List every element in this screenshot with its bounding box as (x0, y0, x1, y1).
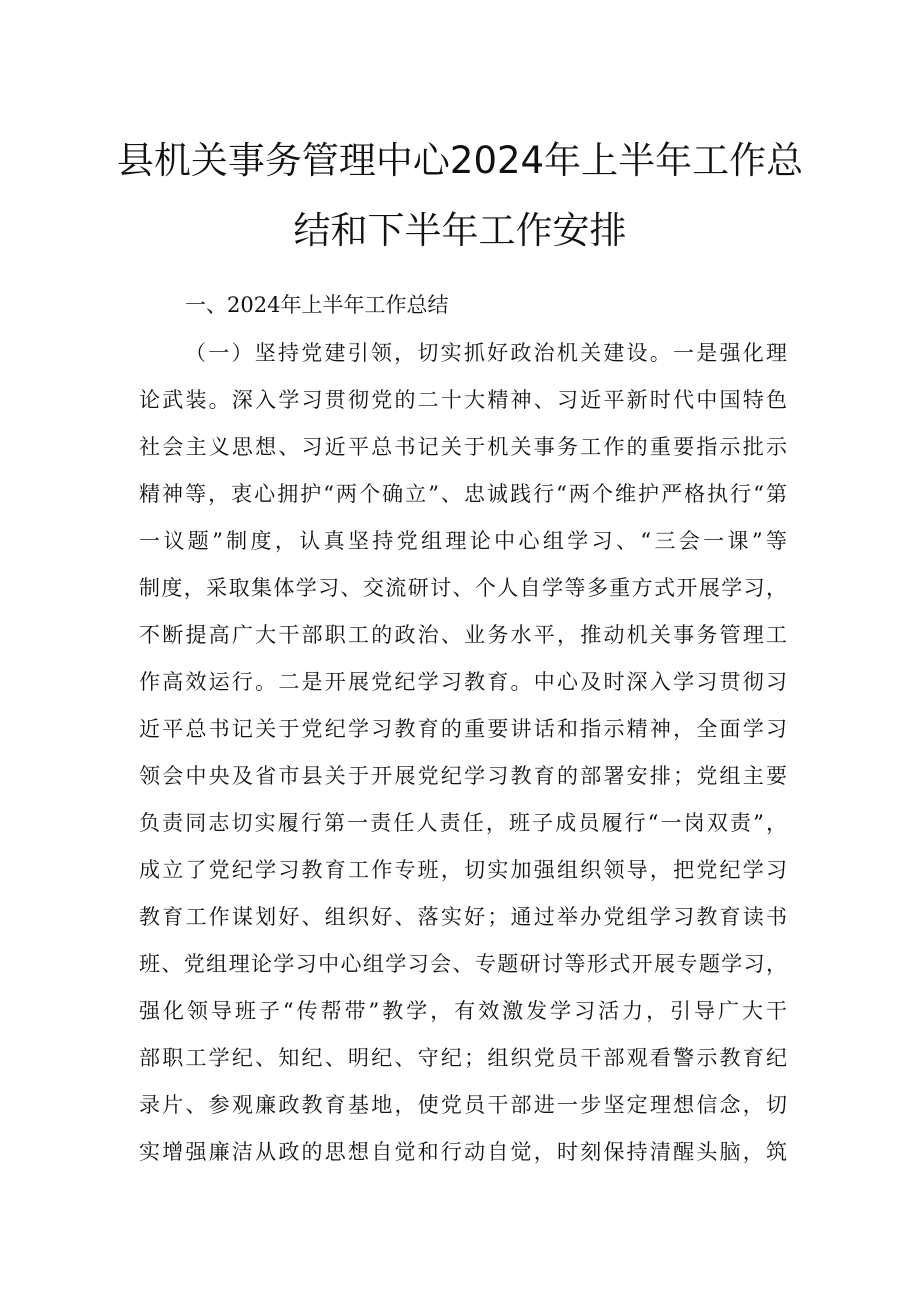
section-heading: 一、2024年上半年工作总结 (185, 293, 449, 317)
paragraph-line: 成立了党纪学习教育工作专班，切实加强组织领导，把党纪学习 (139, 858, 787, 882)
paragraph-line: 教育工作谋划好、组织好、落实好；通过举办党组学习教育读书 (139, 905, 787, 929)
paragraph-line: 班、党组理论学习中心组学习会、专题研讨等形式开展专题学习， (139, 952, 787, 976)
paragraph-line: 精神等，衷心拥护“两个确立”、忠诚践行“两个维护严格执行“第 (139, 482, 787, 506)
paragraph-line: 领会中央及省市县关于开展党纪学习教育的部署安排；党组主要 (139, 764, 787, 788)
paragraph-line: 部职工学纪、知纪、明纪、守纪；组织党员干部观看警示教育纪 (139, 1046, 787, 1070)
document-title-line-1: 县机关事务管理中心2024年上半年工作总 (116, 139, 804, 182)
paragraph-line: 不断提高广大干部职工的政治、业务水平，推动机关事务管理工 (139, 623, 787, 647)
paragraph-line: 论武装。深入学习贯彻党的二十大精神、习近平新时代中国特色 (139, 388, 787, 412)
paragraph-line: 强化领导班子“传帮带”教学，有效激发学习活力，引导广大干 (139, 999, 787, 1023)
paragraph-line: （一）坚持党建引领，切实抓好政治机关建设。一是强化理 (185, 341, 787, 365)
paragraph-line: 作高效运行。二是开展党纪学习教育。中心及时深入学习贯彻习 (139, 670, 787, 694)
paragraph-line: 社会主义思想、习近平总书记关于机关事务工作的重要指示批示 (139, 435, 787, 459)
paragraph-line: 录片、参观廉政教育基地，使党员干部进一步坚定理想信念，切 (139, 1093, 787, 1117)
paragraph-line: 负责同志切实履行第一责任人责任，班子成员履行“一岗双责”， (139, 811, 787, 835)
paragraph-line: 近平总书记关于党纪学习教育的重要讲话和指示精神，全面学习 (139, 717, 787, 741)
paragraph-line: 制度，采取集体学习、交流研讨、个人自学等多重方式开展学习， (139, 576, 787, 600)
paragraph-line: 实增强廉洁从政的思想自觉和行动自觉，时刻保持清醒头脑，筑 (139, 1140, 787, 1164)
document-title-line-2: 结和下半年工作安排 (293, 209, 627, 252)
paragraph-line: 一议题”制度，认真坚持党组理论中心组学习、“三会一课”等 (139, 529, 787, 553)
